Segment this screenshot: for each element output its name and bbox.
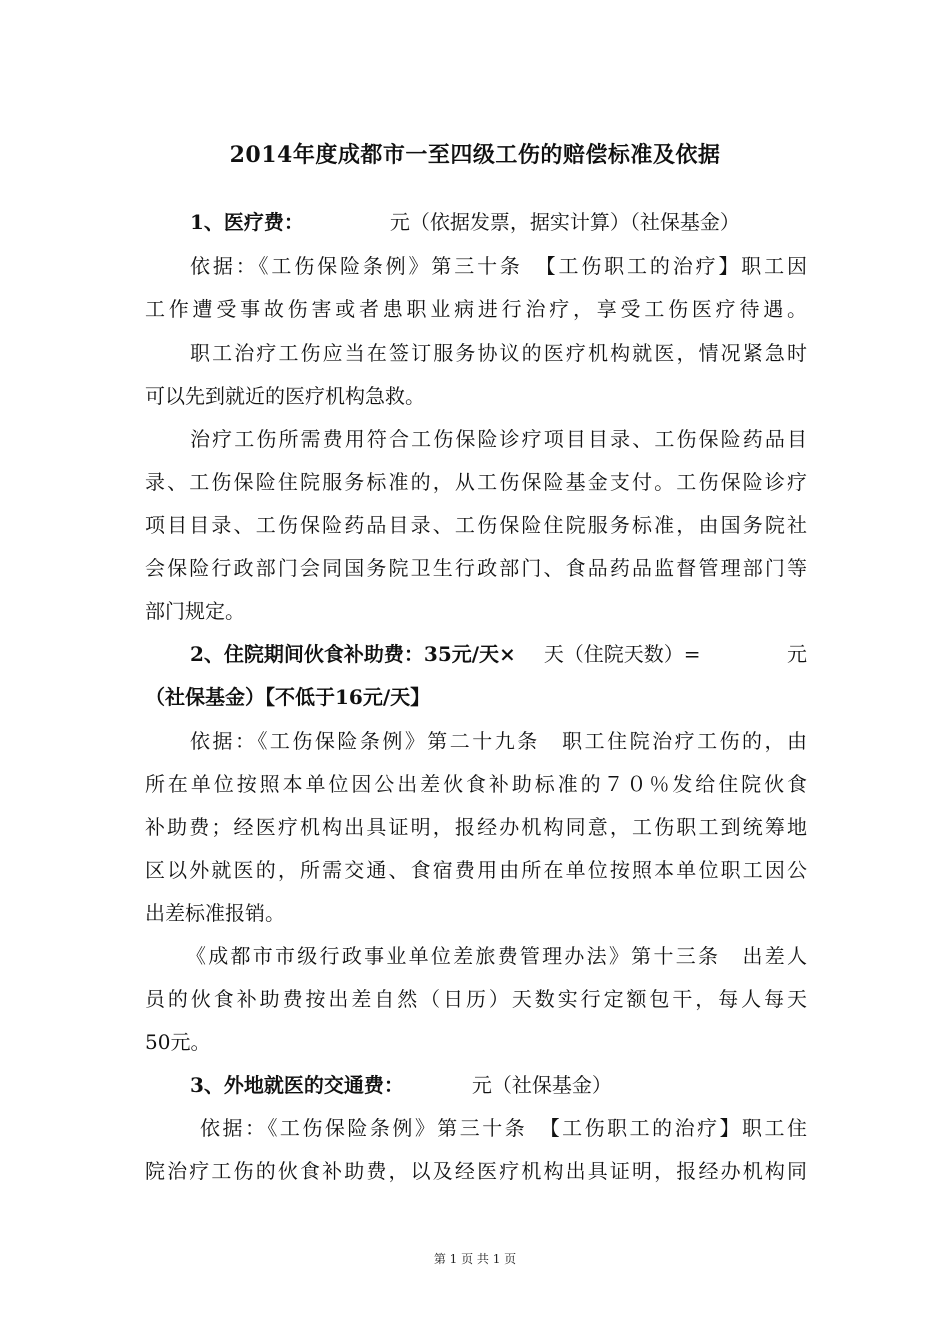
section-3-tail: 元（社保基金） [471,1073,612,1097]
paragraph-4-line-3: 补助费；经医疗机构出具证明，报经办机构同意，工伤职工到统筹地 [145,815,807,839]
paragraph-3-line-3: 项目目录、工伤保险药品目录、工伤保险住院服务标准，由国务院社 [145,513,807,537]
section-2-line [190,638,807,670]
section-2-mid: 天（住院天数）= [543,642,701,666]
paragraph-3-line-4: 会保险行政部门会同国务院卫生行政部门、食品药品监督管理部门等 [145,556,807,580]
paragraph-3-line-2: 录、工伤保险住院服务标准的，从工伤保险基金支付。工伤保险诊疗 [145,470,807,494]
paragraph-4-line-5: 出差标准报销。 [145,901,285,925]
paragraph-4-line-1: 依据：《工伤保险条例》第二十九条 职工住院治疗工伤的，由 [190,729,807,753]
paragraph-1-line-1: 依据：《工伤保险条例》第三十条 【工伤职工的治疗】职工因 [190,254,807,278]
paragraph-4-line-4: 区以外就医的，所需交通、食宿费用由所在单位按照本单位职工因公 [145,858,807,882]
paragraph-2-line-1: 职工治疗工伤应当在签订服务协议的医疗机构就医，情况紧急时 [190,341,807,365]
paragraph-6-line-1: 依据：《工伤保险条例》第三十条 【工伤职工的治疗】职工住 [200,1116,807,1140]
section-2-tail: 元 [787,642,807,666]
page-footer: 第 1 页 共 1 页 [433,1252,517,1266]
paragraph-4-line-2: 所在单位按照本单位因公出差伙食补助标准的７０％发给住院伙食 [145,772,807,796]
section-1-line [190,206,807,238]
paragraph-5-line-2: 员的伙食补助费按出差自然（日历）天数实行定额包干，每人每天 [145,987,807,1011]
section-3-line [190,1069,807,1101]
section-2-heading: 2、住院期间伙食补助费：35元/天× [190,642,516,666]
paragraph-6-line-2: 院治疗工伤的伙食补助费，以及经医疗机构出具证明，报经办机构同 [145,1159,807,1183]
paragraph-5-line-3: 50元。 [145,1030,211,1054]
paragraph-2-line-2: 可以先到就近的医疗机构急救。 [145,384,425,408]
section-1-heading: 1、医疗费： [190,210,304,234]
paragraph-3-line-5: 部门规定。 [145,599,245,623]
document-title: 2014年度成都市一至四级工伤的赔偿标准及依据 [229,142,721,168]
section-2-line-2: （社保基金）【不低于16元/天】 [145,685,431,709]
paragraph-5-line-1: 《成都市市级行政事业单位差旅费管理办法》第十三条 出差人 [186,944,807,968]
paragraph-3-line-1: 治疗工伤所需费用符合工伤保险诊疗项目目录、工伤保险药品目 [190,427,807,451]
section-3-heading: 3、外地就医的交通费： [190,1073,404,1097]
section-1-tail: 元（依据发票，据实计算）（社保基金） [389,210,740,234]
paragraph-1-line-2: 工作遭受事故伤害或者患职业病进行治疗，享受工伤医疗待遇。 [145,297,807,321]
